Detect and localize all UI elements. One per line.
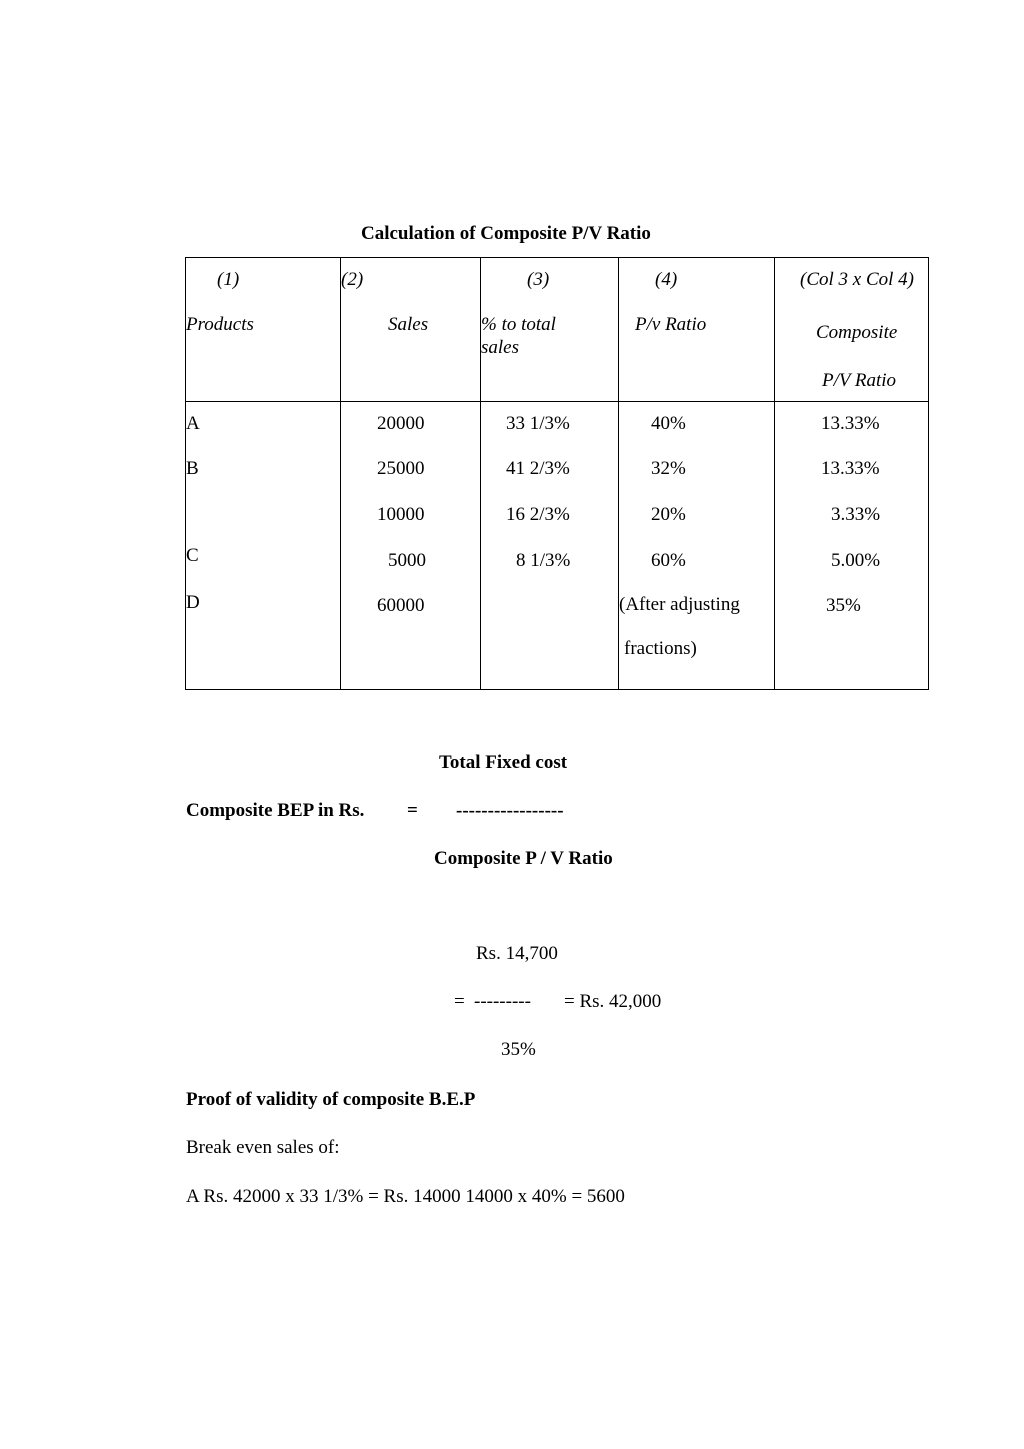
row5-sales: 60000 (377, 595, 425, 616)
formula-numerator: Total Fixed cost (439, 752, 568, 773)
col1-number: (1) (217, 269, 240, 290)
col5-heading-line2: P/V Ratio (822, 370, 897, 391)
row2-sales: 25000 (377, 458, 425, 479)
col2-heading: Sales (388, 314, 429, 335)
row4-sales: 5000 (388, 550, 426, 571)
col4-number: (4) (655, 269, 678, 290)
calc-result: = Rs. 42,000 (564, 991, 662, 1012)
row2-percent: 41 2/3% (506, 458, 570, 479)
row3-percent: 16 2/3% (506, 504, 570, 525)
row1-composite: 13.33% (821, 413, 880, 434)
column-divider (774, 257, 775, 690)
row4-pv: 60% (651, 550, 686, 571)
col5-heading: Composite (816, 322, 898, 343)
col1-heading: Products (186, 314, 254, 335)
row4-percent: 8 1/3% (516, 550, 571, 571)
formula-equals: = (407, 800, 418, 821)
row3-composite: 3.33% (831, 504, 881, 525)
proof-line2: A Rs. 42000 x 33 1/3% = Rs. 14000 14000 x 40% = 5600 (186, 1186, 625, 1207)
col5-number: (Col 3 x Col 4) (800, 269, 914, 290)
row5-composite: 35% (826, 595, 861, 616)
proof-heading: Proof of validity of composite B.E.P (186, 1089, 476, 1110)
formula-label: Composite BEP in Rs. (186, 800, 365, 821)
row5-pv-note-line2: fractions) (624, 638, 697, 659)
col3-number: (3) (527, 269, 550, 290)
formula-denominator: Composite P / V Ratio (434, 848, 613, 869)
row1-product: A (186, 413, 200, 434)
calc-denominator: 35% (501, 1039, 536, 1060)
row4-product: C (186, 545, 199, 566)
row2-pv: 32% (651, 458, 686, 479)
row5-product: D (186, 592, 200, 613)
row1-pv: 40% (651, 413, 686, 434)
calc-dashes: --------- (474, 991, 531, 1012)
proof-line1: Break even sales of: (186, 1137, 340, 1158)
col2-number: (2) (341, 269, 364, 290)
calc-equals: = (454, 991, 465, 1012)
col3-heading-line2: sales (481, 337, 519, 358)
row5-pv-note: (After adjusting (619, 594, 740, 615)
row3-sales: 10000 (377, 504, 425, 525)
formula-dashes: ----------------- (456, 800, 564, 821)
row2-composite: 13.33% (821, 458, 880, 479)
column-divider (618, 257, 619, 690)
calc-numerator: Rs. 14,700 (476, 943, 558, 964)
row2-product: B (186, 458, 199, 479)
row1-sales: 20000 (377, 413, 425, 434)
row1-percent: 33 1/3% (506, 413, 570, 434)
col3-heading: % to total (481, 314, 556, 335)
table-title: Calculation of Composite P/V Ratio (361, 223, 651, 244)
col4-heading: P/v Ratio (635, 314, 707, 335)
column-divider (340, 257, 341, 690)
header-divider (185, 401, 929, 402)
row3-pv: 20% (651, 504, 686, 525)
row4-composite: 5.00% (831, 550, 881, 571)
